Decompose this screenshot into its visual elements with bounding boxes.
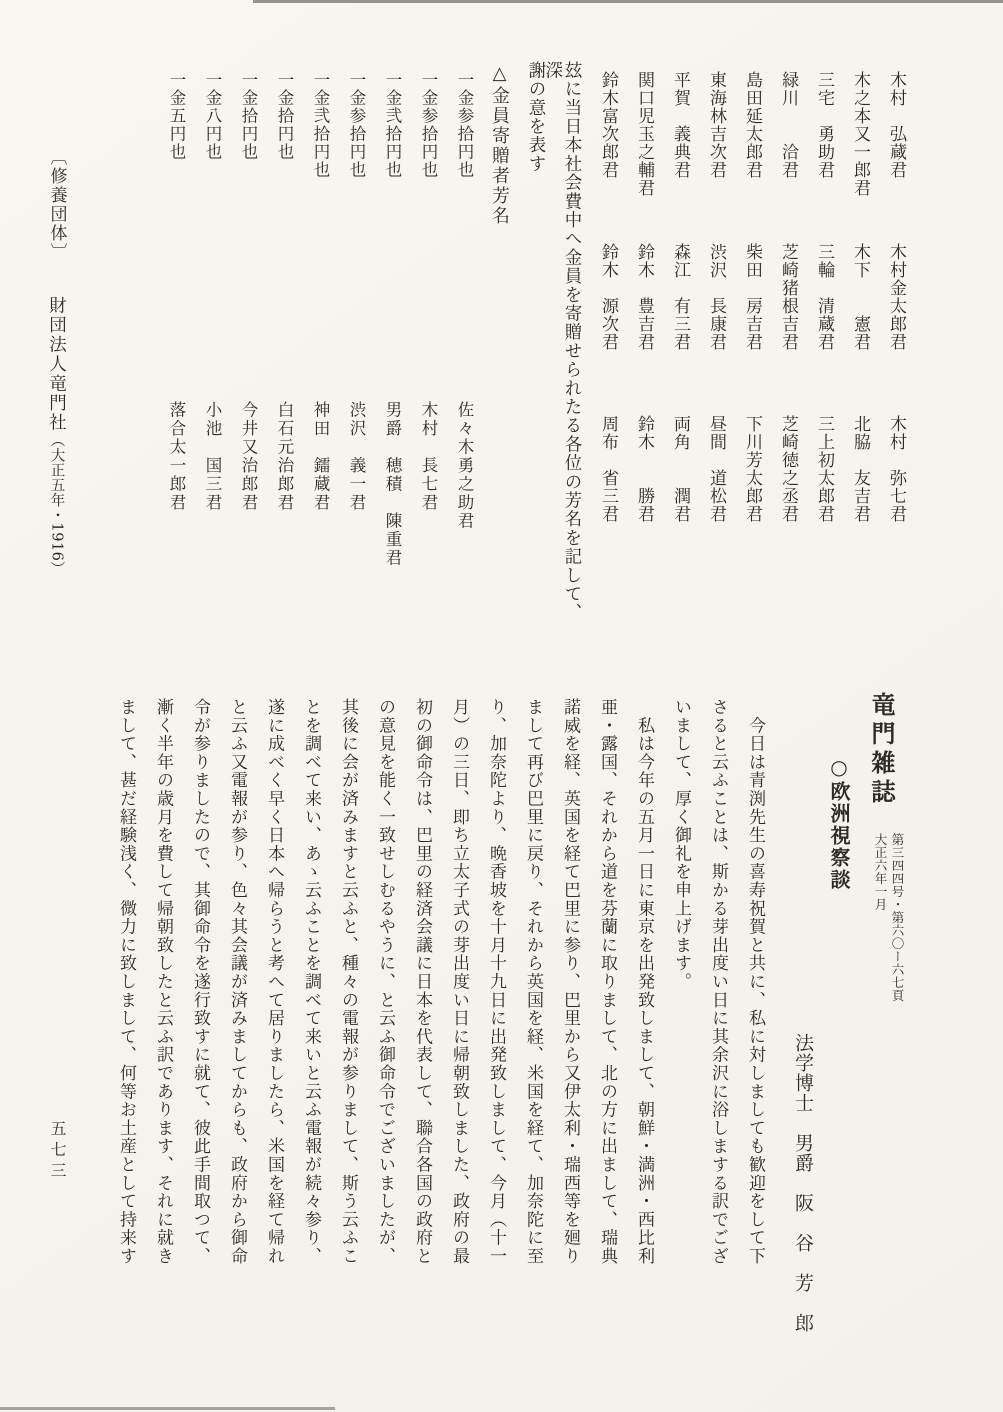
closing-sentence-line: 玆に当日本社会費中へ金員を寄贈せられたる各位の芳名を記して、深: [542, 61, 582, 622]
source-year: （大正五年・1916）: [48, 432, 65, 577]
name-column: [598, 55, 617, 640]
body-line: さると云ふことは、斯かる芽出度い日に其余沢に浴しまする訳でござ: [708, 698, 728, 1266]
donation-donor-name: 今井又治郎君: [239, 401, 258, 512]
name-column: [850, 55, 869, 640]
donor-name: 三上初太郎君: [814, 415, 834, 523]
scan-edge-bottom: [0, 1407, 335, 1410]
donor-name: 東海林吉次君: [706, 71, 726, 179]
donor-list-section: [149, 55, 905, 640]
body-line: り、加奈陀より、晩香坡を十月十九日に出発致しまして、今月（十一: [486, 698, 506, 1266]
donation-amount: 一金参拾円也: [455, 71, 474, 179]
article-body: [98, 698, 764, 1303]
body-line: 私は今年の五月一日に東京を出発致しまして、朝鮮・満洲・西比利: [634, 698, 654, 1266]
body-line: いまして、厚く御礼を申上げます。: [671, 698, 691, 991]
name-column: [670, 55, 689, 640]
donation-amount: 一金拾円也: [239, 71, 258, 161]
body-line: 初の御命令は、巴里の経済会議に日本を代表して、聯合各国の政府と: [412, 698, 432, 1266]
donation-amount: 一金参拾円也: [347, 71, 366, 179]
donation-donor-name: 神田 鐳蔵君: [311, 401, 330, 512]
donor-name: 両角 潤君: [670, 415, 690, 523]
donation-amount: 一金拾円也: [275, 71, 294, 161]
source-category: 〔修養団体〕: [46, 148, 67, 262]
donor-name: 柴田 房吉君: [742, 243, 762, 351]
donor-name: 周布 省三君: [598, 415, 618, 523]
name-column: [814, 55, 833, 640]
donation-donor-name: 落合太一郎君: [167, 401, 186, 512]
donation-amount: 一金弐拾円也: [311, 71, 330, 179]
source-label: [46, 148, 67, 576]
body-line: とを調べて来い、あゝ云ふことを調べて来いと云ふ電報が続々参り、: [301, 698, 321, 1266]
journal-title: 竜門雑誌: [867, 692, 896, 808]
donor-name: 緑川 洽君: [778, 71, 798, 179]
donation-donor-name: 白石元治郎君: [275, 401, 294, 512]
donation-amount: 一金五円也: [167, 71, 186, 161]
donor-name: 鈴木富次郎君: [598, 71, 618, 179]
body-line: 亜・露国、それから道を芬蘭に取りまして、北の方に出まして、瑞典: [597, 698, 617, 1266]
donation-list-heading: △金員寄贈者芳名: [489, 63, 510, 226]
donation-donor-name: 渋沢 義一君: [347, 401, 366, 512]
donor-name: 鈴木 勝君: [634, 415, 654, 523]
donation-donor-name: 佐々木勇之助君: [455, 401, 474, 531]
name-column: [778, 55, 797, 640]
donor-name: 鈴木 豊吉君: [634, 243, 654, 351]
donor-name: 関口児玉之輔君: [634, 71, 654, 197]
donor-name: 鈴木 源次君: [598, 243, 618, 351]
body-line: まして再び巴里に戻り、それから英国を経、米国を経て、加奈陀に至: [523, 698, 543, 1266]
article-author: 法学博士 男爵 阪 谷 芳 郎: [792, 1033, 814, 1333]
body-line: 令が参りましたので、其御命令を遂行致すに就て、彼此手間取つて、: [190, 698, 210, 1266]
donation-entry: [238, 55, 257, 640]
donation-entry: [202, 55, 221, 640]
scan-edge-top: [253, 0, 1003, 3]
donor-name: 芝崎猪根吉君: [778, 243, 798, 351]
donation-entry: [346, 55, 365, 640]
donor-name: 木下 憲君: [850, 243, 870, 351]
donation-entry: [310, 55, 329, 640]
name-column: [634, 55, 653, 640]
donation-donor-name: 木村 長七君: [419, 401, 438, 512]
donor-name: 森江 有三君: [670, 243, 690, 351]
donation-donor-name: 男爵 穂積 陳重君: [383, 401, 402, 568]
closing-sentence-line: 謝の意を表す: [526, 61, 546, 174]
issue-block: [870, 833, 904, 1002]
body-line: 遂に成べく早く日本へ帰らうと考へて居りましたら、米国を経て帰れ: [264, 698, 284, 1266]
donor-name: 三宅 勇助君: [814, 71, 834, 179]
body-line: の意見を能く一致せしむるやうに、と云ふ御命令でございましたが、: [375, 698, 395, 1266]
body-line: 其後に会が済みますと云ふと、種々の電報が参りまして、斯う云ふこ: [338, 698, 358, 1266]
name-column: [706, 55, 725, 640]
donation-entry: [274, 55, 293, 640]
donor-name: 木村 弥七君: [886, 415, 906, 523]
donor-name: 木村金太郎君: [886, 243, 906, 351]
donation-entry: [382, 55, 401, 640]
body-line: 月）の三日、即ち立太子式の芽出度い日に帰朝致しました、政府の最: [449, 698, 469, 1266]
name-column: [742, 55, 761, 640]
donation-amount: 一金八円也: [203, 71, 222, 161]
donor-name: 下川芳太郎君: [742, 415, 762, 523]
donation-donor-name: 小池 国三君: [203, 401, 222, 512]
donor-name: 渋沢 長康君: [706, 243, 726, 351]
donation-entry: [166, 55, 185, 640]
body-line: 諾威を経、英国を経て巴里に参り、巴里から又伊太利・瑞西等を廻り: [560, 698, 580, 1266]
source-organization: 財団法人竜門社: [46, 296, 67, 433]
body-line: 漸く半年の歳月を費して帰朝致したと云ふ訳であります、それに就き: [153, 698, 173, 1266]
donor-name: 平賀 義典君: [670, 71, 690, 179]
body-line: と云ふ又電報が参り、色々其会議が済みましてからも、政府から御命: [227, 698, 247, 1266]
donation-entry: [418, 55, 437, 640]
issue-date: 大正六年一月: [873, 833, 888, 911]
donor-name: 木村 弘蔵君: [886, 71, 906, 179]
article-title: ○欧洲視察談: [827, 755, 851, 891]
page-number: 五七三: [48, 1120, 67, 1183]
issue-info: 第三四四号・第六〇ー六七頁: [890, 833, 905, 1002]
body-line: 今日は青渕先生の喜寿祝賀と共に、私に対しましても歓迎をして下: [745, 698, 765, 1266]
donor-name: 昼間 道松君: [706, 415, 726, 523]
donor-name: 芝崎徳之丞君: [778, 415, 798, 523]
donation-entry: [454, 55, 473, 640]
donor-name: 三輪 清蔵君: [814, 243, 834, 351]
donation-amount: 一金参拾円也: [419, 71, 438, 179]
donation-amount: 一金弐拾円也: [383, 71, 402, 179]
name-column: [886, 55, 905, 640]
donor-name: 島田延太郎君: [742, 71, 762, 179]
donor-name: 北脇 友吉君: [850, 415, 870, 523]
body-line: まして、甚だ経験浅く、微力に致しまして、何等お土産として持来す: [116, 698, 136, 1266]
donor-name: 木之本又一郎君: [850, 71, 870, 197]
